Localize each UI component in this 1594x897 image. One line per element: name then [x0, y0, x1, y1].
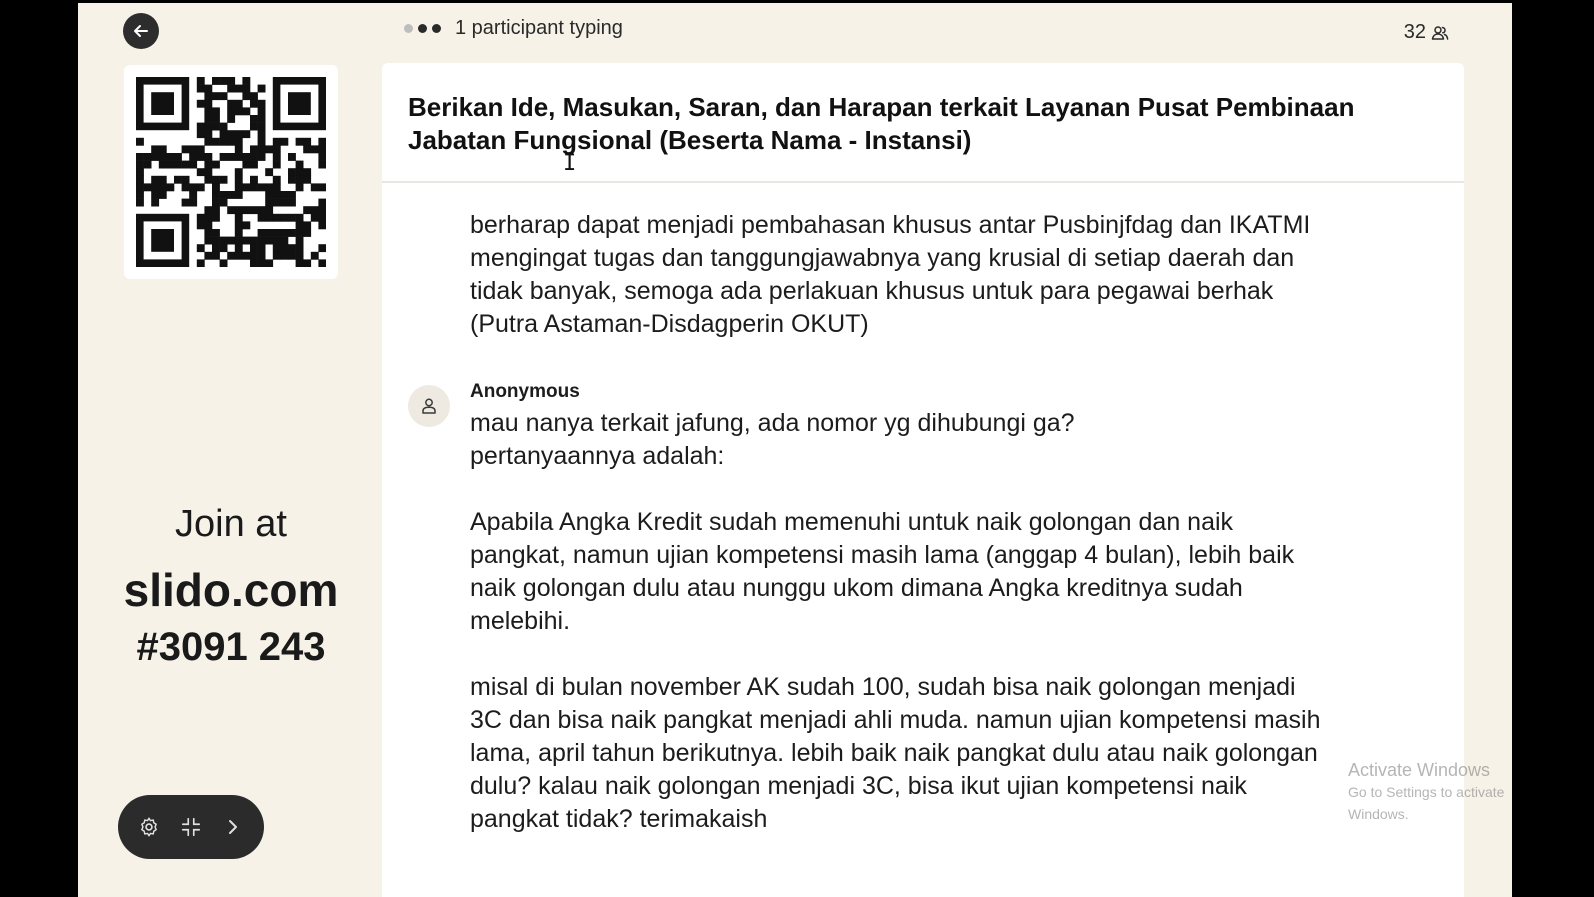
chevron-right-icon — [223, 817, 243, 837]
event-code: #3091 243 — [136, 625, 326, 669]
settings-button[interactable] — [134, 812, 164, 842]
qr-code-icon — [136, 77, 326, 267]
participant-count-value: 32 — [1403, 21, 1426, 43]
avatar — [408, 385, 450, 427]
exit-fullscreen-button[interactable] — [176, 812, 206, 842]
participant-count — [1404, 21, 1450, 44]
qr-code — [124, 65, 338, 279]
question-panel — [382, 63, 1464, 897]
back-button[interactable] — [123, 13, 159, 49]
watermark-subtitle: Go to Settings to activate Windows. — [1348, 784, 1505, 822]
gear-icon — [138, 816, 160, 838]
question-header — [382, 63, 1464, 183]
exit-fullscreen-icon — [180, 816, 202, 838]
responses-feed[interactable] — [382, 185, 1464, 897]
typing-dot — [404, 24, 413, 33]
presenter-controls — [118, 795, 264, 859]
user-icon — [419, 396, 439, 416]
join-label: Join at — [175, 503, 287, 545]
response-text: berharap dapat menjadi pembahasan khusus antar Pusbinjfdag dan IKATMI mengingat tugas dan tanggungjawabnya yang krusial di setiap daerah dan tidak banyak, semoga ada perlakuan khusus untuk para pegawai berhak (Putra Astaman-Disdagperin OKUT) — [470, 211, 1311, 338]
watermark-title: Activate Windows — [1348, 760, 1491, 780]
text-cursor-icon: I — [563, 151, 577, 176]
typing-indicator — [404, 17, 623, 40]
typing-text: 1 participant typing — [455, 17, 623, 39]
people-icon — [1430, 23, 1450, 43]
typing-dots — [404, 24, 441, 33]
typing-dot — [432, 24, 441, 33]
arrow-left-icon — [131, 21, 151, 41]
slido-presentation — [78, 3, 1512, 897]
response-text: mau nanya terkait jafung, ada nomor yg dihubungi ga? pertanyaannya adalah: Apabila Angka Kredit sudah memenuhi untuk naik golongan dan naik pangkat, namun ujian kompetensi masih lama (anggap 4 bulan), lebih baik naik golongan dulu atau nunggu ukom dimana Angka kreditnya sudah melebihi. misal di bulan november AK sudah 100, sudah bisa naik golongan menjadi 3C dan bisa naik pangkat menjadi ahli muda. namun ujian kompetensi masih lama, april tahun berikutnya. lebih baik naik pangkat dulu atau naik golongan dulu? kalau naik golongan menjadi 3C, bisa ikut ujian kompetensi naik pangkat tidak? terimakaish — [470, 409, 1321, 833]
question-title: Berikan Ide, Masukan, Saran, dan Harapan terkait Layanan Pusat Pembinaan Jabatan Fungsional (Beserta Nama - Instansi) — [408, 92, 1355, 155]
next-button[interactable] — [218, 812, 248, 842]
response-author: Anonymous — [470, 381, 580, 402]
typing-dot — [418, 24, 427, 33]
join-domain: slido.com — [123, 564, 339, 616]
